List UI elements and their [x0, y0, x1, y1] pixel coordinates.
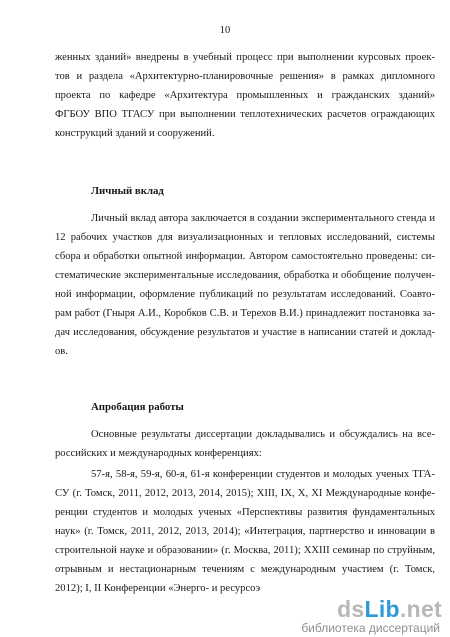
paragraph-line: российских и международных конференциях: [55, 448, 262, 459]
paragraph-line: Личный вклад автора заключается в создании экспериментального стенда и [91, 213, 435, 224]
paragraph-line: проекта по кафедре «Архитектура промышленных и гражданских зданий» [55, 90, 435, 101]
paragraph-line: отрывным и нестационарным течениям с международным участием (г. Томск, [55, 564, 435, 575]
paragraph-line: тов и раздела «Архитектурно-планировочные решения» в рамках дипломного [55, 71, 435, 82]
paragraph-line: ренции студентов и молодых ученых «Перспективы развития фундаментальных [55, 507, 435, 518]
paragraph-line: сбора и обработки опытной информации. Автором самостоятельно проведены: си- [55, 251, 435, 262]
paragraph-line: Основные результаты диссертации докладывались и обсуждались на все- [91, 429, 435, 440]
page-number: 10 [219, 25, 231, 36]
section-heading-personal-contribution: Личный вклад [91, 185, 164, 197]
paragraph-line: 2012); I, II Конференции «Энерго- и ресурсоэ [55, 583, 261, 594]
paragraph-line: ов. [55, 346, 68, 357]
section-heading-approbation: Апробация работы [91, 401, 184, 413]
paragraph-line: дач исследования, обсуждение результатов и участие в написании статей и доклад- [55, 327, 435, 338]
paragraph-line: ФГБОУ ВПО ТГАСУ при выполнении теплотехнических расчетов ограждающих [55, 109, 435, 120]
watermark-subtitle: библиотека диссертаций [301, 621, 440, 635]
paragraph-line: рам работ (Гныря А.И., Коробков С.В. и Терехов В.И.) принадлежит постановка за- [55, 308, 435, 319]
paragraph-line: строительной науке и образовании» (г. Москва, 2011); XXIII семинар по струйным, [55, 545, 435, 556]
paragraph-line: ной информации, оформление публикаций по результатам исследований. Соавто- [55, 289, 435, 300]
paragraph-line: конструкций зданий и сооружений. [55, 128, 215, 139]
paragraph-line: СУ (г. Томск, 2011, 2012, 2013, 2014, 2015); XIII, IX, X, XI Международные конфе- [55, 488, 435, 499]
paragraph-line: 57-я, 58-я, 59-я, 60-я, 61-я конференции студентов и молодых ученых ТГА- [91, 469, 435, 480]
dslib-logo: dsLib.net [337, 596, 442, 622]
dslib-watermark[interactable] [262, 596, 442, 636]
paragraph-line: наук» (г. Томск, 2011, 2012, 2013, 2014); «Интеграция, партнерство и инновации в [55, 526, 435, 537]
paragraph-line: 12 рабочих участков для визуализационных и тепловых исследований, системы [55, 232, 435, 243]
paragraph-line: женных зданий» внедрены в учебный процесс при выполнении курсовых проек- [55, 52, 435, 63]
paragraph-line: стематические экспериментальные исследования, обработка и обобщение получен- [55, 270, 435, 281]
